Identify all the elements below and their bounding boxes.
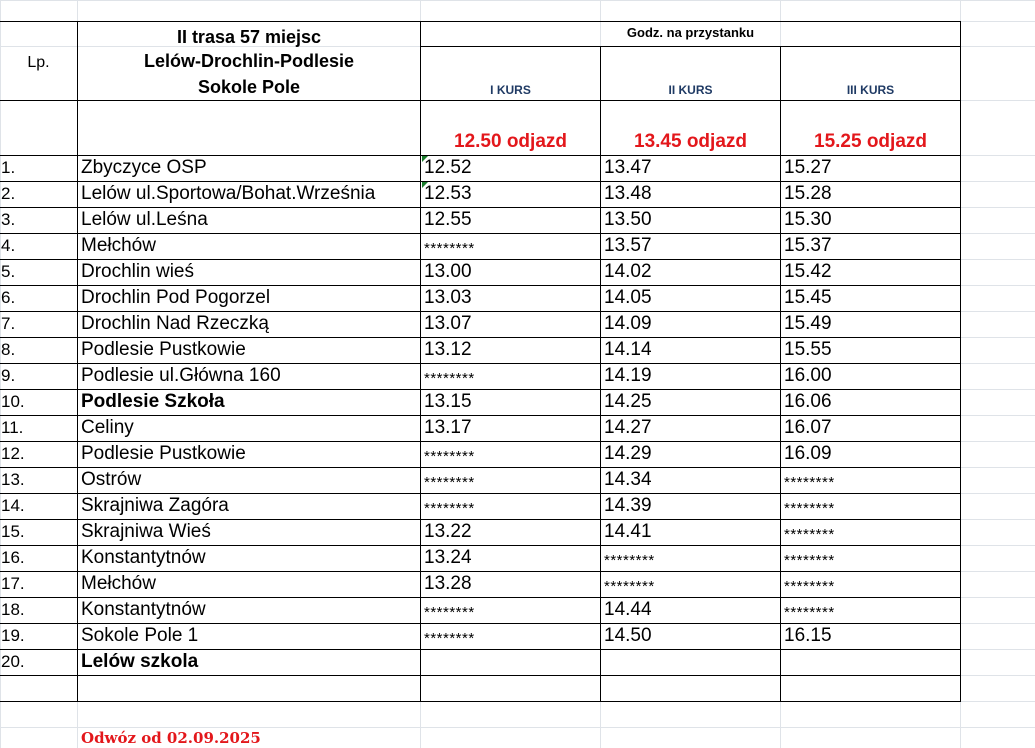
course-1-time[interactable]: 13.15 bbox=[424, 391, 472, 412]
course-1-time[interactable]: 12.55 bbox=[424, 209, 472, 230]
course-3-time[interactable]: 16.15 bbox=[784, 625, 832, 646]
stop-name[interactable]: Skrajniwa Zagóra bbox=[81, 495, 229, 516]
course-3-time[interactable]: 16.06 bbox=[784, 391, 832, 412]
course-2-time[interactable]: ******** bbox=[604, 578, 655, 595]
course-3-time[interactable]: 15.37 bbox=[784, 235, 832, 256]
stop-name[interactable]: Celiny bbox=[81, 417, 134, 438]
row-number[interactable]: 20. bbox=[1, 652, 25, 671]
course-2-time[interactable]: 14.39 bbox=[604, 495, 652, 516]
course-1-time[interactable]: 13.17 bbox=[424, 417, 472, 438]
course-3-departure[interactable]: 15.25 odjazd bbox=[814, 131, 927, 152]
stop-name[interactable]: Lelów ul.Leśna bbox=[81, 209, 208, 230]
course-2-time[interactable]: 14.41 bbox=[604, 521, 652, 542]
course-2-time[interactable]: 14.34 bbox=[604, 469, 652, 490]
course-1-time[interactable]: 12.52 bbox=[424, 157, 472, 178]
course-3-time[interactable]: 15.49 bbox=[784, 313, 832, 334]
course-3-time[interactable]: 15.30 bbox=[784, 209, 832, 230]
row-number[interactable]: 18. bbox=[1, 600, 25, 619]
course-3-label[interactable]: III KURS bbox=[846, 83, 895, 97]
course-3-time[interactable]: ******** bbox=[784, 604, 835, 621]
course-2-time[interactable]: 14.50 bbox=[604, 625, 652, 646]
border-row bbox=[0, 701, 961, 702]
course-2-label[interactable]: II KURS bbox=[668, 83, 713, 97]
course-2-time[interactable]: 13.50 bbox=[604, 209, 652, 230]
row-number[interactable]: 13. bbox=[1, 470, 25, 489]
course-2-time[interactable]: 14.14 bbox=[604, 339, 652, 360]
course-1-time[interactable]: ******** bbox=[424, 448, 475, 465]
course-3-time[interactable]: ******** bbox=[784, 578, 835, 595]
stop-name[interactable]: Drochlin wieś bbox=[81, 261, 194, 282]
stop-name[interactable]: Lelów ul.Sportowa/Bohat.Września bbox=[81, 183, 376, 204]
course-2-departure[interactable]: 13.45 odjazd bbox=[634, 131, 747, 152]
route-title[interactable] bbox=[78, 22, 420, 100]
course-3-time[interactable]: 15.55 bbox=[784, 339, 832, 360]
course-3-time[interactable]: 15.42 bbox=[784, 261, 832, 282]
course-2-time[interactable]: 14.09 bbox=[604, 313, 652, 334]
gridline-horizontal bbox=[0, 727, 1035, 728]
course-3-time[interactable]: 16.00 bbox=[784, 365, 832, 386]
course-1-time[interactable]: ******** bbox=[424, 604, 475, 621]
stop-name[interactable]: Drochlin Nad Rzeczką bbox=[81, 313, 269, 334]
course-3-time[interactable]: 15.45 bbox=[784, 287, 832, 308]
course-1-time[interactable]: ******** bbox=[424, 370, 475, 387]
stop-name[interactable]: Mełchów bbox=[81, 235, 156, 256]
row-number[interactable]: 4. bbox=[1, 236, 16, 255]
course-2-time[interactable]: 13.57 bbox=[604, 235, 652, 256]
route-title-line3: Sokole Pole bbox=[197, 77, 301, 97]
row-number[interactable]: 9. bbox=[1, 366, 16, 385]
lp-header: Lp. bbox=[27, 54, 50, 71]
course-1-time[interactable]: ******** bbox=[424, 240, 475, 257]
course-2-time[interactable]: 14.29 bbox=[604, 443, 652, 464]
border-times-subheader bbox=[420, 46, 961, 47]
times-header[interactable]: Godz. na przystanku bbox=[626, 25, 755, 40]
row-number[interactable]: 7. bbox=[1, 314, 16, 333]
row-number[interactable]: 16. bbox=[1, 548, 25, 567]
course-1-time[interactable]: ******** bbox=[424, 630, 475, 647]
course-1-time[interactable]: 13.24 bbox=[424, 547, 472, 568]
stop-name[interactable]: Zbyczyce OSP bbox=[81, 157, 207, 178]
stop-name[interactable]: Lelów szkola bbox=[81, 651, 199, 672]
course-3-time[interactable]: 15.28 bbox=[784, 183, 832, 204]
comment-marker-icon[interactable] bbox=[422, 156, 428, 162]
course-1-time[interactable] bbox=[421, 650, 600, 676]
course-2-time[interactable]: 14.19 bbox=[604, 365, 652, 386]
row-number[interactable]: 10. bbox=[1, 392, 25, 411]
stop-name[interactable]: Podlesie ul.Główna 160 bbox=[81, 365, 281, 386]
course-3-time[interactable]: ******** bbox=[784, 552, 835, 569]
stop-name[interactable]: Podlesie Pustkowie bbox=[81, 443, 246, 464]
course-1-time[interactable]: 13.03 bbox=[424, 287, 472, 308]
route-title-line2: Lelów-Drochlin-Podlesie bbox=[143, 51, 355, 71]
course-2-time[interactable]: 14.25 bbox=[604, 391, 652, 412]
gridline-horizontal bbox=[0, 0, 1035, 1]
row-number[interactable]: 17. bbox=[1, 574, 25, 593]
course-2-time[interactable]: 14.44 bbox=[604, 599, 652, 620]
stop-name[interactable]: Konstantytnów bbox=[81, 547, 206, 568]
course-1-label[interactable]: I KURS bbox=[490, 83, 531, 97]
stop-name[interactable]: Mełchów bbox=[81, 573, 156, 594]
stop-name[interactable]: Sokole Pole 1 bbox=[81, 625, 199, 646]
course-1-time[interactable]: 13.22 bbox=[424, 521, 472, 542]
course-1-time[interactable]: ******** bbox=[424, 474, 475, 491]
row-number[interactable]: 6. bbox=[1, 288, 16, 307]
row-number[interactable]: 1. bbox=[1, 158, 16, 177]
stop-name[interactable]: Podlesie Pustkowie bbox=[81, 339, 246, 360]
row-number[interactable]: 12. bbox=[1, 444, 25, 463]
course-1-time[interactable]: ******** bbox=[424, 500, 475, 517]
row-number[interactable]: 3. bbox=[1, 210, 16, 229]
course-3-time[interactable]: ******** bbox=[784, 526, 835, 543]
stop-name[interactable]: Podlesie Szkoła bbox=[81, 391, 225, 412]
border-header-bottom bbox=[0, 100, 961, 101]
course-2-time[interactable]: ******** bbox=[604, 552, 655, 569]
stop-name[interactable]: Skrajniwa Wieś bbox=[81, 521, 211, 542]
course-1-departure[interactable]: 12.50 odjazd bbox=[454, 131, 567, 152]
row-number[interactable]: 2. bbox=[1, 184, 16, 203]
course-3-time[interactable]: ******** bbox=[784, 474, 835, 491]
row-number[interactable]: 19. bbox=[1, 626, 25, 645]
stop-name[interactable]: Konstantytnów bbox=[81, 599, 206, 620]
course-2-time[interactable]: 13.47 bbox=[604, 157, 652, 178]
course-1-time[interactable]: 13.00 bbox=[424, 261, 472, 282]
row-number[interactable]: 15. bbox=[1, 522, 25, 541]
row-number[interactable]: 5. bbox=[1, 262, 16, 281]
course-2-time[interactable]: 14.02 bbox=[604, 261, 652, 282]
course-3-time[interactable] bbox=[781, 650, 960, 676]
course-2-time[interactable]: 13.48 bbox=[604, 183, 652, 204]
course-1-time[interactable]: 13.07 bbox=[424, 313, 472, 334]
course-3-time[interactable]: ******** bbox=[784, 500, 835, 517]
course-1-time[interactable]: 13.12 bbox=[424, 339, 472, 360]
course-3-time[interactable]: 16.07 bbox=[784, 417, 832, 438]
row-number[interactable]: 14. bbox=[1, 496, 25, 515]
row-number[interactable]: 11. bbox=[1, 418, 24, 437]
route-title-line1: II trasa 57 miejsc bbox=[176, 27, 322, 47]
row-number[interactable]: 8. bbox=[1, 340, 16, 359]
course-1-time[interactable]: 12.53 bbox=[424, 183, 472, 204]
course-2-time[interactable]: 14.27 bbox=[604, 417, 652, 438]
footer-note[interactable]: Odwóz od 02.09.2025 bbox=[81, 729, 261, 747]
course-3-time[interactable]: 15.27 bbox=[784, 157, 832, 178]
border-col-kurs3 bbox=[960, 21, 961, 702]
stop-name[interactable]: Ostrów bbox=[81, 469, 142, 490]
course-2-time[interactable] bbox=[601, 650, 780, 676]
course-1-time[interactable]: 13.28 bbox=[424, 573, 472, 594]
comment-marker-icon[interactable] bbox=[422, 182, 428, 188]
stop-name[interactable]: Drochlin Pod Pogorzel bbox=[81, 287, 271, 308]
course-3-time[interactable]: 16.09 bbox=[784, 443, 832, 464]
course-2-time[interactable]: 14.05 bbox=[604, 287, 652, 308]
